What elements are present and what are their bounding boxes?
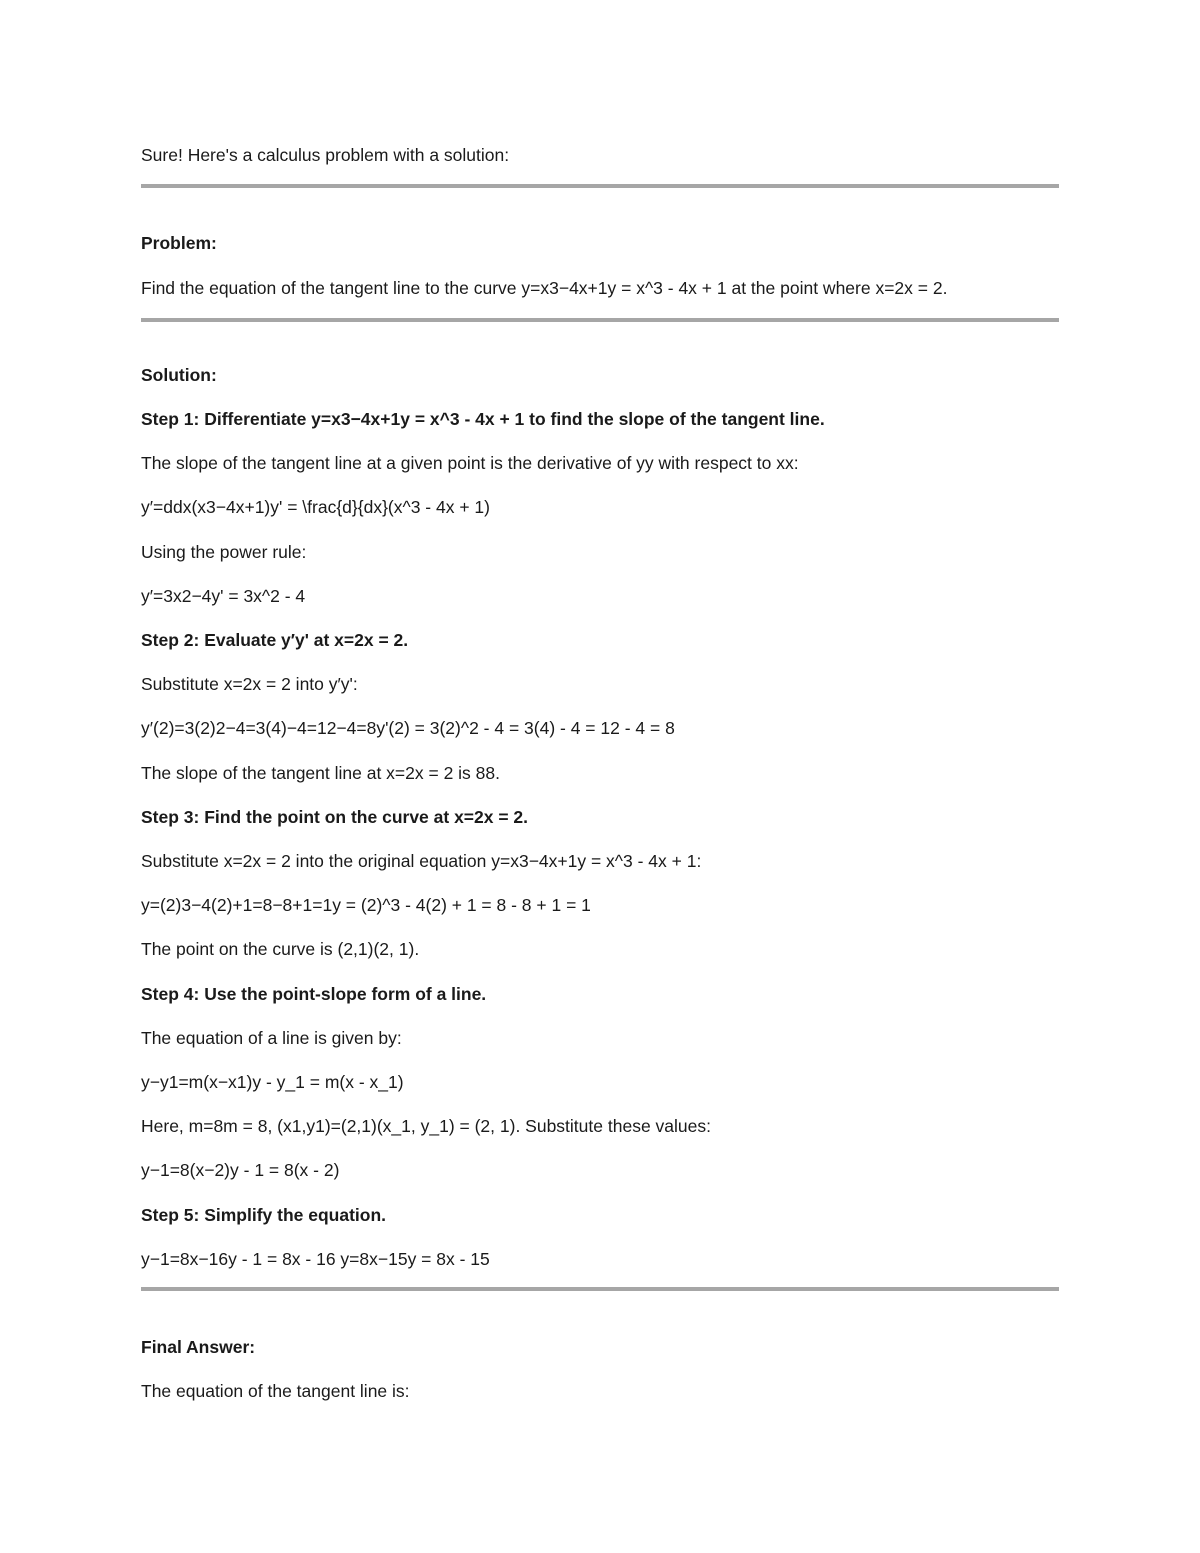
solution-line: Using the power rule: <box>141 541 307 562</box>
step-heading: Step 1: Differentiate y=x3−4x+1y = x^3 - 4x + 1 to find the slope of the tangent line. <box>141 409 825 429</box>
solution-line: Substitute x=2x = 2 into the original equation y=x3−4x+1y = x^3 - 4x + 1: <box>141 851 702 871</box>
step-heading: Step 5: Simplify the equation. <box>141 1204 387 1225</box>
solution-heading: Solution: <box>141 365 217 385</box>
solution-line: The equation of a line is given by: <box>141 1027 402 1048</box>
solution-line: The slope of the tangent line at x=2x = 2 is 88. <box>141 762 500 783</box>
solution-line: The slope of the tangent line at a given point is the derivative of yy with respect to xx: <box>141 453 799 474</box>
divider <box>141 184 1059 188</box>
problem-text: Find the equation of the tangent line to the curve y=x3−4x+1y = x^3 - 4x + 1 at the point where x=2x = 2. <box>141 278 948 298</box>
solution-line: Here, m=8m = 8, (x1,y1)=(2,1)(x_1, y_1) = (2, 1). Substitute these values: <box>141 1116 711 1137</box>
divider <box>141 318 1059 322</box>
final-answer-heading: Final Answer: <box>141 1337 256 1357</box>
solution-line: Substitute x=2x = 2 into y′y': <box>141 674 358 695</box>
step-heading: Step 4: Use the point-slope form of a line. <box>141 983 487 1004</box>
divider <box>141 1287 1059 1291</box>
solution-line: y−1=8(x−2)y - 1 = 8(x - 2) <box>141 1160 340 1181</box>
problem-heading: Problem: <box>141 233 217 253</box>
step-heading: Step 3: Find the point on the curve at x=2x = 2. <box>141 806 529 827</box>
step-heading: Step 2: Evaluate y′y' at x=2x = 2. <box>141 630 409 650</box>
final-answer-text: The equation of the tangent line is: <box>141 1381 410 1401</box>
solution-line: y=(2)3−4(2)+1=8−8+1=1y = (2)^3 - 4(2) + 1 = 8 - 8 + 1 = 1 <box>141 895 591 916</box>
solution-line: y′=3x2−4y' = 3x^2 - 4 <box>141 585 306 606</box>
solution-line: y−y1=m(x−x1)y - y_1 = m(x - x_1) <box>141 1072 404 1092</box>
solution-line: y′(2)=3(2)2−4=3(4)−4=12−4=8y'(2) = 3(2)^2 - 4 = 3(4) - 4 = 12 - 4 = 8 <box>141 718 675 739</box>
intro-text: Sure! Here's a calculus problem with a solution: <box>141 145 510 165</box>
solution-line: y−1=8x−16y - 1 = 8x - 16 y=8x−15y = 8x - 15 <box>141 1248 490 1269</box>
solution-line: y′=ddx(x3−4x+1)y' = \frac{d}{dx}(x^3 - 4x + 1) <box>141 497 490 518</box>
solution-line: The point on the curve is (2,1)(2, 1). <box>141 939 420 960</box>
